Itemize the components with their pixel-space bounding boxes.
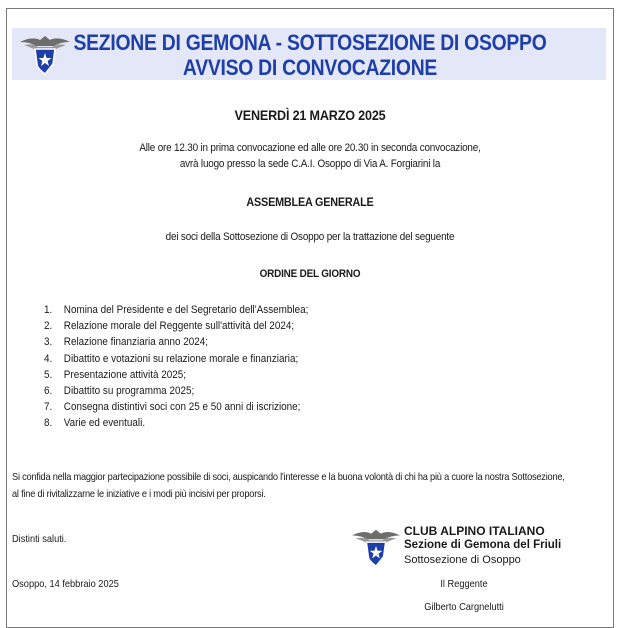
list-item: 5. Presentazione attività 2025; [44, 368, 186, 381]
closing-line-2: al fine di rivitalizzarne le iniziative e i modi più incisivi per proporsi. [12, 488, 266, 500]
list-item: 8. Varie ed eventuali. [44, 417, 146, 430]
list-item: 3. Relazione finanziaria anno 2024; [44, 336, 209, 349]
greeting: Distinti saluti. [12, 533, 67, 545]
intro-line-2: avrà luogo presso la sede C.A.I. Osoppo di Via A. Forgiarini la [179, 158, 441, 170]
agenda-title: ORDINE DEL GIORNO [259, 268, 361, 280]
list-item: 1. Nomina del Presidente e del Segretario dell'Assemblea; [44, 304, 309, 316]
org-section: Sezione di Gemona del Friuli [404, 539, 562, 551]
notice-title: AVVISO DI CONVOCAZIONE [182, 55, 438, 80]
list-item: 4. Dibattito e votazioni su relazione morale e finanziaria; [44, 352, 299, 365]
list-item: 2. Relazione morale del Reggente sull'attività del 2024; [44, 320, 295, 333]
agenda-list [44, 304, 338, 434]
list-item: 6. Dibattito su programma 2025; [44, 384, 195, 397]
org-subsection: Sottosezione di Osoppo [404, 554, 521, 566]
list-item: 7. Consegna distintivi soci con 25 e 50 anni di iscrizione; [44, 401, 301, 414]
assembly-title: ASSEMBLEA GENERALE [246, 195, 374, 209]
meeting-date: VENERDÌ 21 MARZO 2025 [234, 107, 386, 123]
header-title: SEZIONE DI GEMONA - SOTTOSEZIONE DI OSOPPO [73, 30, 547, 55]
org-name: CLUB ALPINO ITALIANO [404, 524, 545, 538]
signer-name: Gilberto Cargnelutti [424, 601, 504, 613]
cai-eagle-logo-icon [350, 524, 402, 568]
members-line: dei soci della Sottosezione di Osoppo per la trattazione del seguente [165, 231, 455, 243]
signer-role: Il Reggente [440, 578, 488, 590]
closing-line-1: Si confida nella maggior partecipazione possibile di soci, auspicando l'interesse e la buona volontà di chi ha più a cuore la nostra Sottosezione, [12, 471, 565, 483]
place-date: Osoppo, 14 febbraio 2025 [12, 578, 119, 590]
intro-line-1: Alle ore 12.30 in prima convocazione ed alle ore 20.30 in seconda convocazione, [139, 142, 481, 154]
